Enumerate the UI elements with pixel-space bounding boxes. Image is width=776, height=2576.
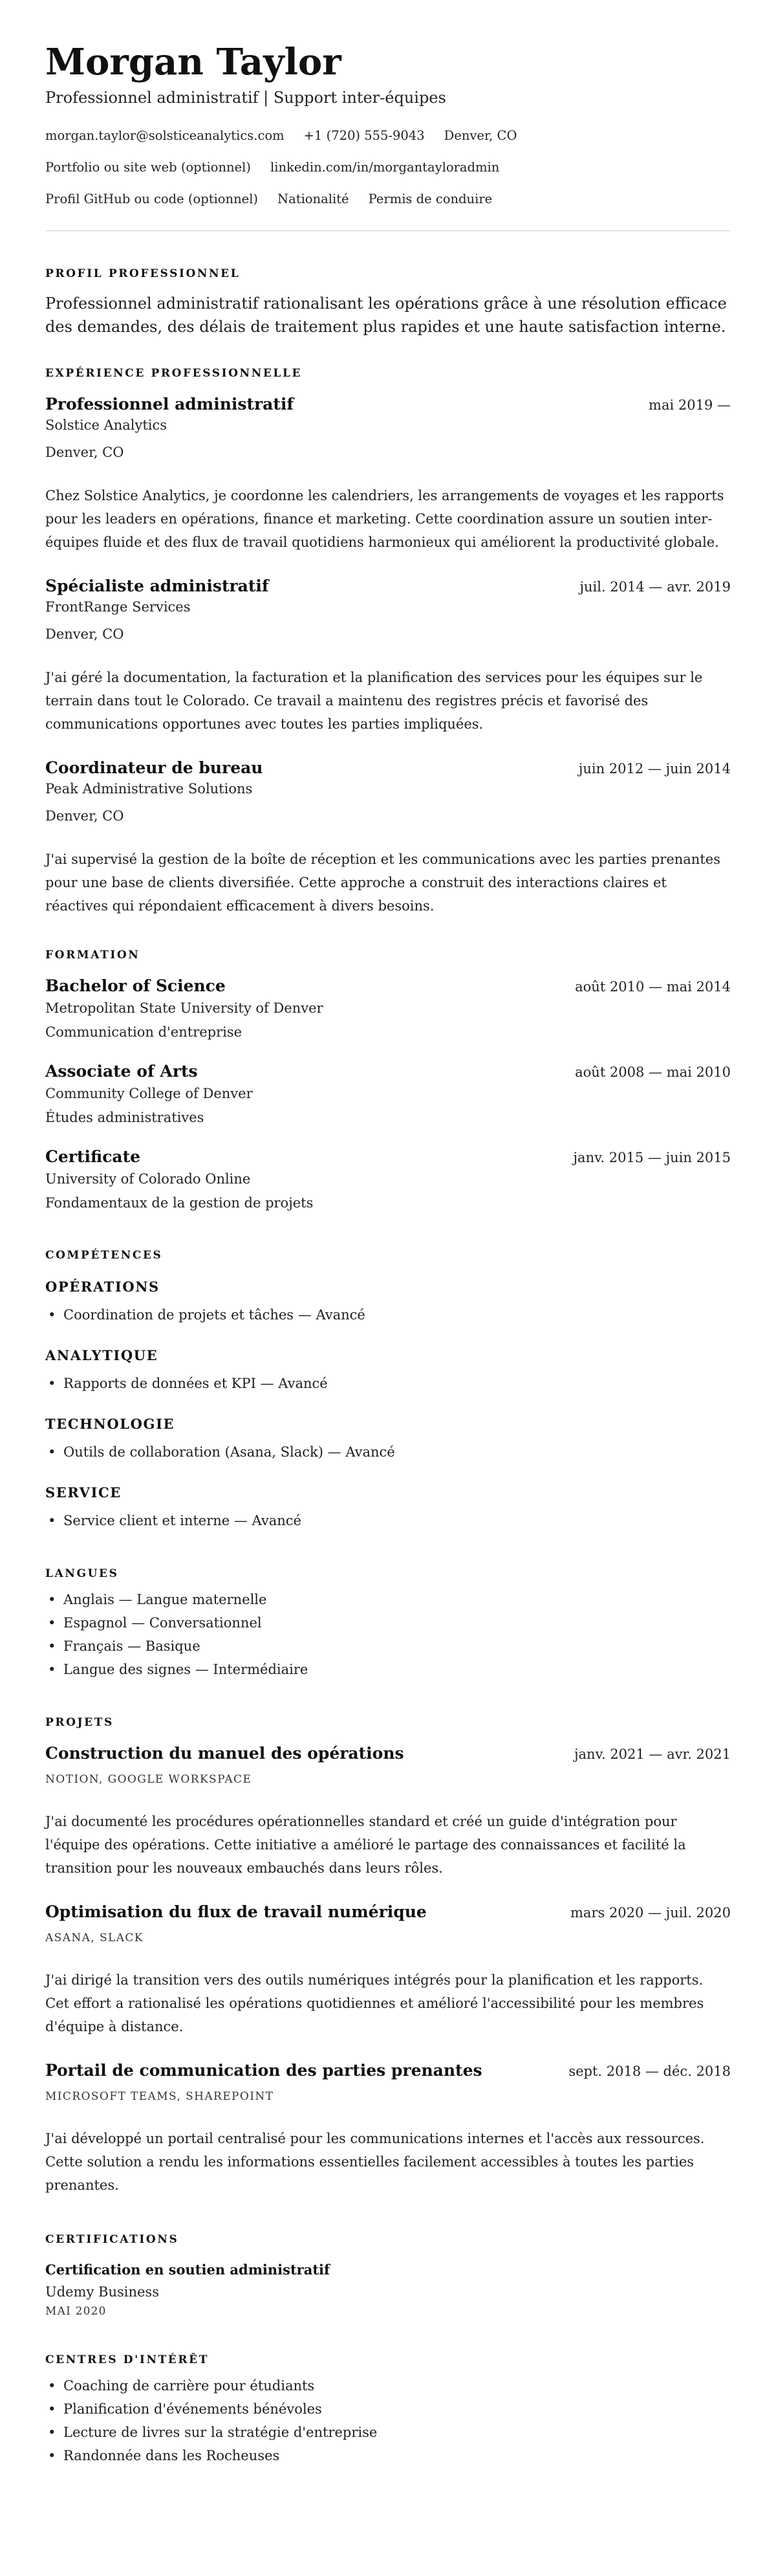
job-company: FrontRange Services — [45, 599, 191, 615]
experience-item — [45, 576, 731, 736]
certification-item — [45, 2260, 731, 2320]
contact-linkedin[interactable]: linkedin.com/in/morgantayloradmin — [270, 160, 500, 175]
certifications-heading: CERTIFICATIONS — [45, 2233, 179, 2246]
project-item — [45, 2060, 731, 2197]
contact-location: Denver, CO — [444, 128, 517, 143]
skill-group — [45, 1415, 731, 1464]
contact-email[interactable]: morgan.taylor@solsticeanalytics.com — [45, 128, 285, 143]
header-divider — [45, 230, 731, 231]
school-name: Community College of Denver — [45, 1086, 253, 1101]
school-name: University of Colorado Online — [45, 1171, 251, 1187]
job-description: Chez Solstice Analytics, je coordonne les calendriers, les arrangements de voyages et les rapports pour les leaders en opérations, finance et marketing. Cette coordination assure un soutien inter-équipes fluide et des flux de travail quotidiens harmonieux qui améliorent la productivité globale. — [45, 488, 724, 550]
interests-section — [45, 2352, 731, 2467]
certifications-section — [45, 2232, 731, 2320]
project-description: J'ai développé un portail centralisé pour les communications internes et l'accès aux ressources. Cette solution a rendu les informations essentielles facilement accessibles à toutes les parties prenantes. — [45, 2131, 705, 2193]
education-item — [45, 1147, 731, 1213]
skill-group — [45, 1277, 731, 1327]
degree-title: Certificate — [45, 1147, 141, 1166]
job-title: Coordinateur de bureau — [45, 758, 263, 777]
interest-item: • Coaching de carrière pour étudiants — [45, 2374, 731, 2397]
contact-driving-license: Permis de conduire — [368, 192, 493, 206]
skill-list — [45, 1509, 731, 1532]
contact-portfolio[interactable]: Portfolio ou site web (optionnel) — [45, 160, 251, 175]
contact-row-3 — [45, 190, 731, 208]
languages-heading: LANGUES — [45, 1567, 119, 1580]
contact-github[interactable]: Profil GitHub ou code (optionnel) — [45, 192, 259, 206]
job-dates: mai 2019 — — [649, 397, 731, 413]
language-item: • Anglais — Langue maternelle — [45, 1588, 731, 1611]
degree-field: Fondamentaux de la gestion de projets — [45, 1195, 314, 1211]
experience-item — [45, 394, 731, 554]
degree-dates: août 2010 — mai 2014 — [575, 979, 731, 995]
job-location: Denver, CO — [45, 808, 124, 824]
skill-item: • Rapports de données et KPI — Avancé — [45, 1372, 731, 1395]
project-tech: NOTION, GOOGLE WORKSPACE — [45, 1773, 252, 1786]
contact-nationality: Nationalité — [277, 192, 349, 206]
skill-list — [45, 1303, 731, 1327]
interest-list — [45, 2374, 731, 2467]
summary-heading: PROFIL PROFESSIONNEL — [45, 267, 241, 280]
skill-item: • Outils de collaboration (Asana, Slack) — Avancé — [45, 1440, 731, 1464]
skills-section — [45, 1248, 731, 1532]
experience-item-header — [45, 758, 731, 779]
skill-category: SERVICE — [45, 1484, 122, 1501]
project-name: Optimisation du flux de travail numérique — [45, 1902, 427, 1921]
language-item: • Espagnol — Conversationnel — [45, 1611, 731, 1635]
interest-item: • Lecture de livres sur la stratégie d'entreprise — [45, 2421, 731, 2444]
interest-item: • Planification d'événements bénévoles — [45, 2397, 731, 2421]
job-dates: juil. 2014 — avr. 2019 — [579, 579, 731, 595]
school-name: Metropolitan State University of Denver — [45, 1000, 323, 1016]
contact-row-1 — [45, 127, 731, 145]
language-item: • Langue des signes — Intermédiaire — [45, 1658, 731, 1681]
experience-section — [45, 366, 731, 918]
degree-dates: janv. 2015 — juin 2015 — [573, 1150, 731, 1165]
language-list — [45, 1588, 731, 1681]
certification-issuer: Udemy Business — [45, 2284, 159, 2300]
experience-item — [45, 758, 731, 918]
skill-list — [45, 1440, 731, 1464]
project-description: J'ai documenté les procédures opérationnelles standard et créé un guide d'intégration pour l'équipe des opérations. Cette initiative a amélioré le partage des connaissances et facilité la transition pour les nouveaux embauchés dans leurs rôles. — [45, 1814, 686, 1876]
contact-row-2 — [45, 159, 731, 177]
degree-title: Bachelor of Science — [45, 976, 226, 995]
degree-dates: août 2008 — mai 2010 — [575, 1064, 731, 1080]
degree-field: Études administratives — [45, 1110, 204, 1125]
skill-category: TECHNOLOGIE — [45, 1416, 175, 1432]
experience-item-header — [45, 576, 731, 597]
education-item-header — [45, 1061, 731, 1083]
summary-section — [45, 266, 731, 338]
education-item-header — [45, 976, 731, 997]
project-name: Construction du manuel des opérations — [45, 1744, 404, 1763]
skill-list — [45, 1372, 731, 1395]
candidate-tagline: Professionnel administratif | Support inter-équipes — [45, 89, 446, 107]
project-dates: janv. 2021 — avr. 2021 — [574, 1746, 731, 1762]
education-item — [45, 1061, 731, 1127]
project-name: Portail de communication des parties prenantes — [45, 2061, 482, 2080]
language-item: • Français — Basique — [45, 1635, 731, 1658]
education-item — [45, 976, 731, 1042]
education-item-header — [45, 1147, 731, 1168]
job-title: Spécialiste administratif — [45, 577, 269, 595]
resume-header — [45, 41, 731, 231]
project-item-header — [45, 1743, 731, 1765]
interest-item: • Randonnée dans les Rocheuses — [45, 2444, 731, 2467]
job-location: Denver, CO — [45, 445, 124, 460]
job-company: Peak Administrative Solutions — [45, 781, 253, 797]
contact-phone[interactable]: +1 (720) 555-9043 — [303, 128, 425, 143]
job-location: Denver, CO — [45, 626, 124, 642]
experience-heading: EXPÉRIENCE PROFESSIONNELLE — [45, 367, 303, 380]
skill-group — [45, 1483, 731, 1532]
project-dates: mars 2020 — juil. 2020 — [570, 1905, 731, 1921]
project-tech: ASANA, SLACK — [45, 1932, 144, 1944]
project-item-header — [45, 1902, 731, 1923]
job-description: J'ai géré la documentation, la facturation et la planification des services pour les équipes sur le terrain dans tout le Colorado. Ce travail a maintenu des registres précis et favorisé des communications opportunes avec toutes les parties impliquées. — [45, 670, 703, 732]
education-section — [45, 947, 731, 1213]
skill-item: • Coordination de projets et tâches — Avancé — [45, 1303, 731, 1327]
education-heading: FORMATION — [45, 949, 140, 962]
degree-field: Communication d'entreprise — [45, 1024, 242, 1040]
project-item — [45, 1743, 731, 1880]
project-tech: MICROSOFT TEAMS, SHAREPOINT — [45, 2090, 274, 2103]
project-item — [45, 1902, 731, 2038]
job-description: J'ai supervisé la gestion de la boîte de réception et les communications avec les parties prenantes pour une base de clients diversifiée. Cette approche a construit des interactions claires et réactives qui répondaient efficacement à divers besoins. — [45, 852, 720, 914]
projects-section — [45, 1715, 731, 2197]
project-dates: sept. 2018 — déc. 2018 — [568, 2064, 731, 2079]
summary-text: Professionnel administratif rationalisant les opérations grâce à une résolution efficace des demandes, des délais de traitement plus rapides et une haute satisfaction interne. — [45, 294, 727, 336]
languages-section — [45, 1566, 731, 1681]
certification-name: Certification en soutien administratif — [45, 2262, 330, 2278]
skill-item: • Service client et interne — Avancé — [45, 1509, 731, 1532]
experience-item-header — [45, 394, 731, 415]
job-company: Solstice Analytics — [45, 417, 167, 433]
project-item-header — [45, 2060, 731, 2082]
certification-date: MAI 2020 — [45, 2305, 107, 2318]
skill-group — [45, 1346, 731, 1395]
projects-heading: PROJETS — [45, 1716, 114, 1729]
interests-heading: CENTRES D'INTÉRÊT — [45, 2353, 209, 2366]
job-dates: juin 2012 — juin 2014 — [578, 761, 731, 776]
job-title: Professionnel administratif — [45, 395, 294, 413]
degree-title: Associate of Arts — [45, 1062, 198, 1081]
candidate-name: Morgan Taylor — [45, 41, 341, 83]
project-description: J'ai dirigé la transition vers des outils numériques intégrés pour la planification et les rapports. Cet effort a rationalisé les opérations quotidiennes et amélioré l'accessibilité pour les membres d'équipe à distance. — [45, 1972, 704, 2034]
skill-category: OPÉRATIONS — [45, 1279, 160, 1295]
skill-category: ANALYTIQUE — [45, 1347, 158, 1363]
skills-heading: COMPÉTENCES — [45, 1249, 163, 1262]
